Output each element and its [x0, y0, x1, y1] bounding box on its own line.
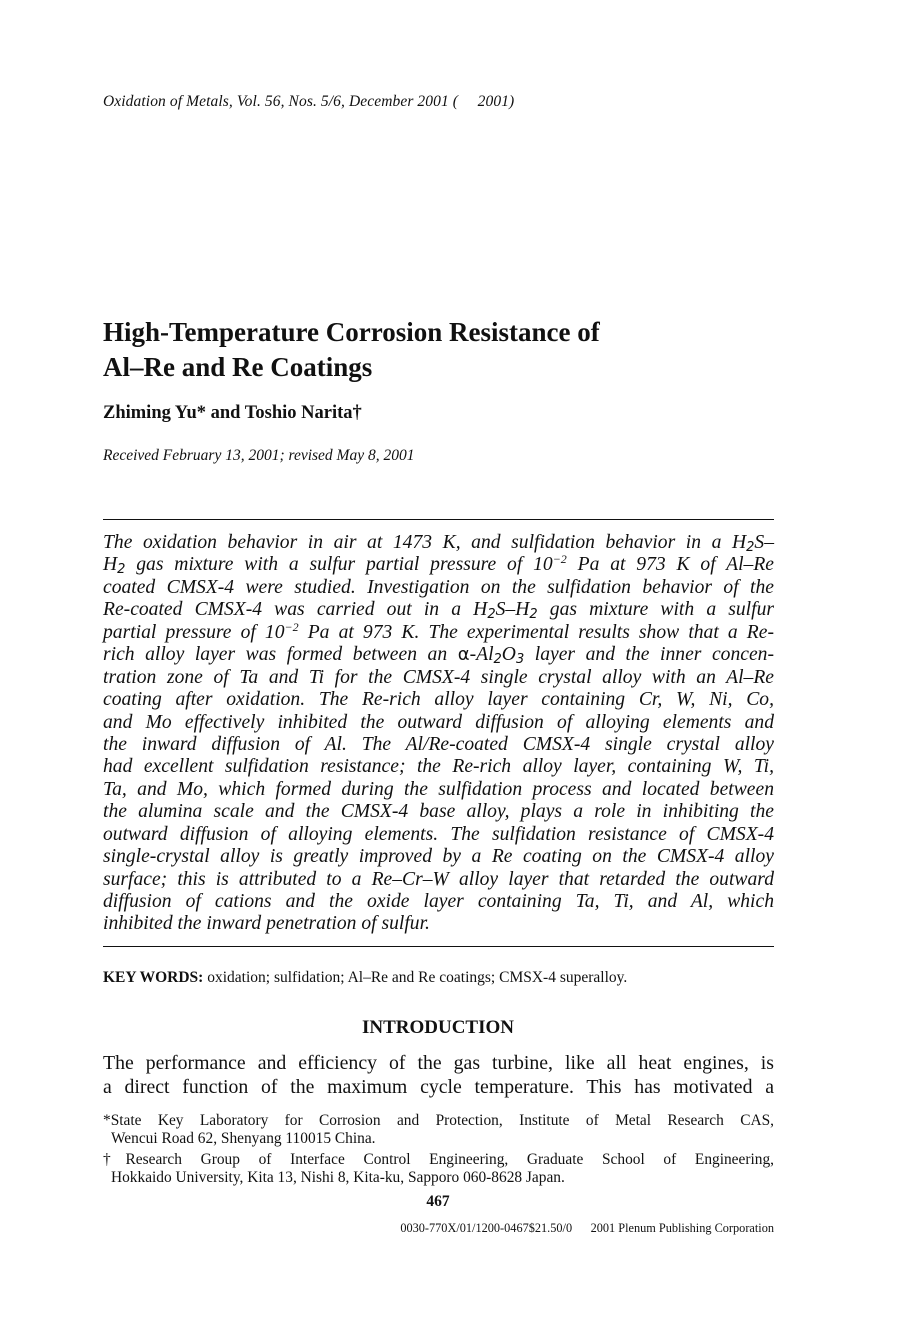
abstract-line: Ta, and Mo, which formed during the sulfidation process and located between [103, 778, 774, 800]
abstract [103, 532, 774, 936]
authors: Zhiming Yu* and Toshio Narita† [103, 403, 362, 423]
abstract-line: had excellent sulfidation resistance; the Re-rich alloy layer, containing W, Ti, [103, 756, 774, 778]
abstract-line: surface; this is attributed to a Re–Cr–W alloy layer that retarded the outward [103, 868, 774, 890]
abstract-top-rule [103, 519, 774, 520]
abstract-bottom-rule [103, 946, 774, 947]
page-number: 467 [426, 1193, 450, 1210]
section-heading-introduction: INTRODUCTION [361, 1017, 515, 1038]
abstract-line: rich alloy layer was formed between an $\alpha-Al_2O_3$ layer and the inner concen- [103, 644, 774, 668]
abstract-line: the inward diffusion of Al. The Al/Re-coated CMSX-4 single crystal alloy [103, 733, 774, 755]
abstract-line: $H_2$ gas mixture with a sulfur partial pressure of $10^{-2}$ Pa at 973 K of Al–Re [103, 552, 774, 578]
abstract-line: The oxidation behavior in air at 1473 K, and sulfidation behavior in a $H_2S-$ [103, 532, 774, 555]
abstract-line: partial pressure of $10^{-2}$ Pa at 973 K. The experimental results show that a Re- [103, 619, 774, 643]
footnote-affiliation-2: †Research Group of Interface Control Engineering, Graduate School of Engineering, Hokkaido University, Kita 13, Nishi 8, Kita-ku, Sapporo 060-8628 Japan. [103, 1151, 774, 1186]
abstract-line: Re-coated CMSX-4 was carried out in a $H_2S-H_2$ gas mixture with a sulfur [103, 599, 774, 623]
abstract-line: coated CMSX-4 were studied. Investigation on the sulfidation behavior of the [103, 576, 774, 598]
abstract-line: single-crystal alloy is greatly improved by a Re coating on the CMSX-4 alloy [103, 846, 774, 868]
alpha-symbol: α [457, 644, 470, 666]
keywords-text: oxidation; sulfidation; Al–Re and Re coatings; CMSX-4 superalloy. [203, 969, 628, 986]
abstract-line: outward diffusion of alloying elements. The sulfidation resistance of CMSX-4 [103, 823, 774, 845]
keywords-label: KEY WORDS: [103, 969, 204, 986]
keywords [103, 969, 627, 987]
paper-title [103, 315, 803, 385]
abstract-line: coating after oxidation. The Re-rich alloy layer containing Cr, W, Ni, Co, [103, 689, 774, 711]
abstract-line: diffusion of cations and the oxide layer containing Ta, Ti, and Al, which [103, 891, 774, 912]
copyright-line: 0030-770X/01/1200-0467$21.50/0 2001 Plenum Publishing Corporation [400, 1221, 774, 1235]
abstract-line: and Mo effectively inhibited the outward diffusion of alloying elements and [103, 711, 774, 733]
intro-line: The performance and efficiency of the gas turbine, like all heat engines, is [103, 1052, 774, 1074]
introduction-body [103, 1052, 774, 1099]
title-line-2: Al–Re and Re Coatings [103, 352, 373, 382]
intro-line: a direct function of the maximum cycle temperature. This has motivated a [103, 1075, 774, 1098]
title-line-1: High-Temperature Corrosion Resistance of [103, 317, 600, 347]
footnote-affiliation-1: *State Key Laboratory for Corrosion and Protection, Institute of Metal Research CAS, Wencui Road 62, Shenyang 110015 China. [103, 1112, 774, 1147]
journal-citation: Oxidation of Metals, Vol. 56, Nos. 5/6, December 2001 ( 2001) [103, 93, 515, 110]
received-dates: Received February 13, 2001; revised May 8, 2001 [103, 447, 415, 464]
abstract-line: inhibited the inward penetration of sulfur. [103, 913, 430, 935]
abstract-line: the alumina scale and the CMSX-4 base alloy, plays a role in inhibiting the [103, 801, 774, 823]
abstract-line: tration zone of Ta and Ti for the CMSX-4 single crystal alloy with an Al–Re [103, 666, 774, 688]
